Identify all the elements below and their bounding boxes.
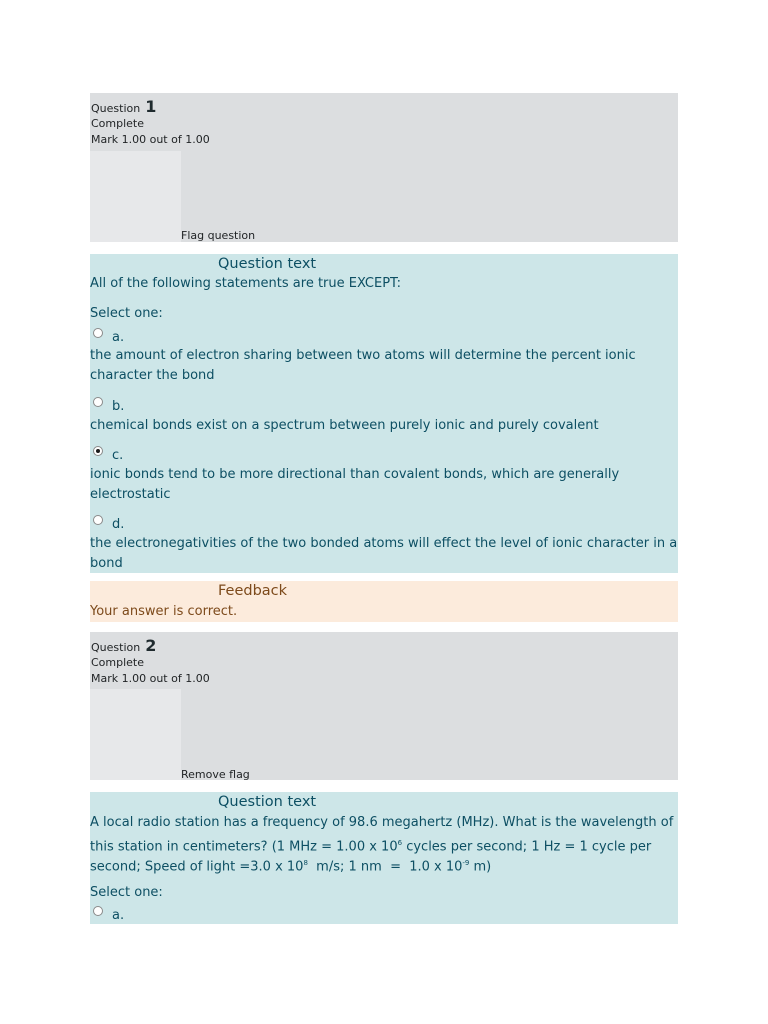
option-d-text: the electronegativities of the two bonded atoms will effect the level of ionic character in a bbox=[90, 536, 678, 551]
info-panel bbox=[90, 151, 181, 244]
option-c-letter: c. bbox=[112, 448, 124, 463]
question-mark: Mark 1.00 out of 1.00 bbox=[91, 133, 210, 146]
option-c-radio[interactable] bbox=[93, 446, 103, 456]
question-prompt-line3 bbox=[90, 853, 491, 877]
option-d-text-cont: bond bbox=[90, 556, 123, 571]
question-number: 2 bbox=[145, 636, 157, 655]
question-label: Question bbox=[91, 641, 141, 654]
exponent: 6 bbox=[397, 839, 403, 847]
question-mark: Mark 1.00 out of 1.00 bbox=[91, 672, 210, 685]
prompt-text: m) bbox=[469, 859, 492, 875]
option-c-text-cont: electrostatic bbox=[90, 487, 171, 502]
divider bbox=[90, 242, 678, 244]
question-number: 1 bbox=[145, 97, 157, 116]
question-label: Question bbox=[91, 102, 141, 115]
option-a-letter: a. bbox=[112, 908, 125, 923]
info-panel bbox=[90, 689, 181, 782]
prompt-text: m/s; 1 nm = 1.0 x 10 bbox=[307, 859, 463, 875]
option-d-radio[interactable] bbox=[93, 515, 103, 525]
feedback-text: Your answer is correct. bbox=[90, 604, 238, 619]
prompt-text: second; Speed of light =3.0 x 10 bbox=[90, 859, 304, 875]
select-one-label: Select one: bbox=[90, 306, 163, 321]
option-d-letter: d. bbox=[112, 517, 125, 532]
question-text-heading: Question text bbox=[218, 794, 317, 810]
exponent: -9 bbox=[462, 859, 470, 867]
option-a-text-cont: character the bond bbox=[90, 368, 215, 383]
option-a-radio[interactable] bbox=[93, 328, 103, 338]
question-state: Complete bbox=[91, 656, 145, 669]
question-2-info bbox=[90, 632, 678, 782]
option-a-letter: a. bbox=[112, 330, 125, 345]
divider bbox=[90, 780, 678, 782]
option-c-text: ionic bonds tend to be more directional than covalent bonds, which are generally bbox=[90, 467, 620, 482]
option-b-radio[interactable] bbox=[93, 397, 103, 407]
question-prompt: A local radio station has a frequency of 98.6 megahertz (MHz). What is the wavelength of bbox=[90, 815, 674, 830]
prompt-text: this station in centimeters? (1 MHz = 1.00 x 10 bbox=[90, 839, 398, 855]
exponent: 8 bbox=[303, 859, 308, 867]
option-a-radio[interactable] bbox=[93, 906, 103, 916]
question-1-text-box bbox=[90, 254, 678, 573]
prompt-text: cycles per second; 1 Hz = 1 cycle per bbox=[402, 839, 652, 855]
question-1-info bbox=[90, 93, 678, 244]
question-2-heading bbox=[91, 636, 156, 655]
feedback-heading: Feedback bbox=[218, 583, 288, 599]
question-state: Complete bbox=[91, 117, 145, 130]
question-1-heading bbox=[91, 97, 156, 116]
question-1-feedback bbox=[90, 581, 678, 622]
option-a-text: the amount of electron sharing between two atoms will determine the percent ionic bbox=[90, 348, 636, 363]
flag-question-link[interactable]: Flag question bbox=[181, 229, 256, 242]
question-2-text-box bbox=[90, 792, 678, 924]
select-one-label: Select one: bbox=[90, 885, 163, 900]
remove-flag-link[interactable]: Remove flag bbox=[181, 768, 250, 781]
option-b-letter: b. bbox=[112, 399, 125, 414]
question-prompt: All of the following statements are true EXCEPT: bbox=[90, 276, 401, 291]
option-b-text: chemical bonds exist on a spectrum between purely ionic and purely covalent bbox=[90, 418, 599, 433]
question-text-heading: Question text bbox=[218, 256, 317, 272]
